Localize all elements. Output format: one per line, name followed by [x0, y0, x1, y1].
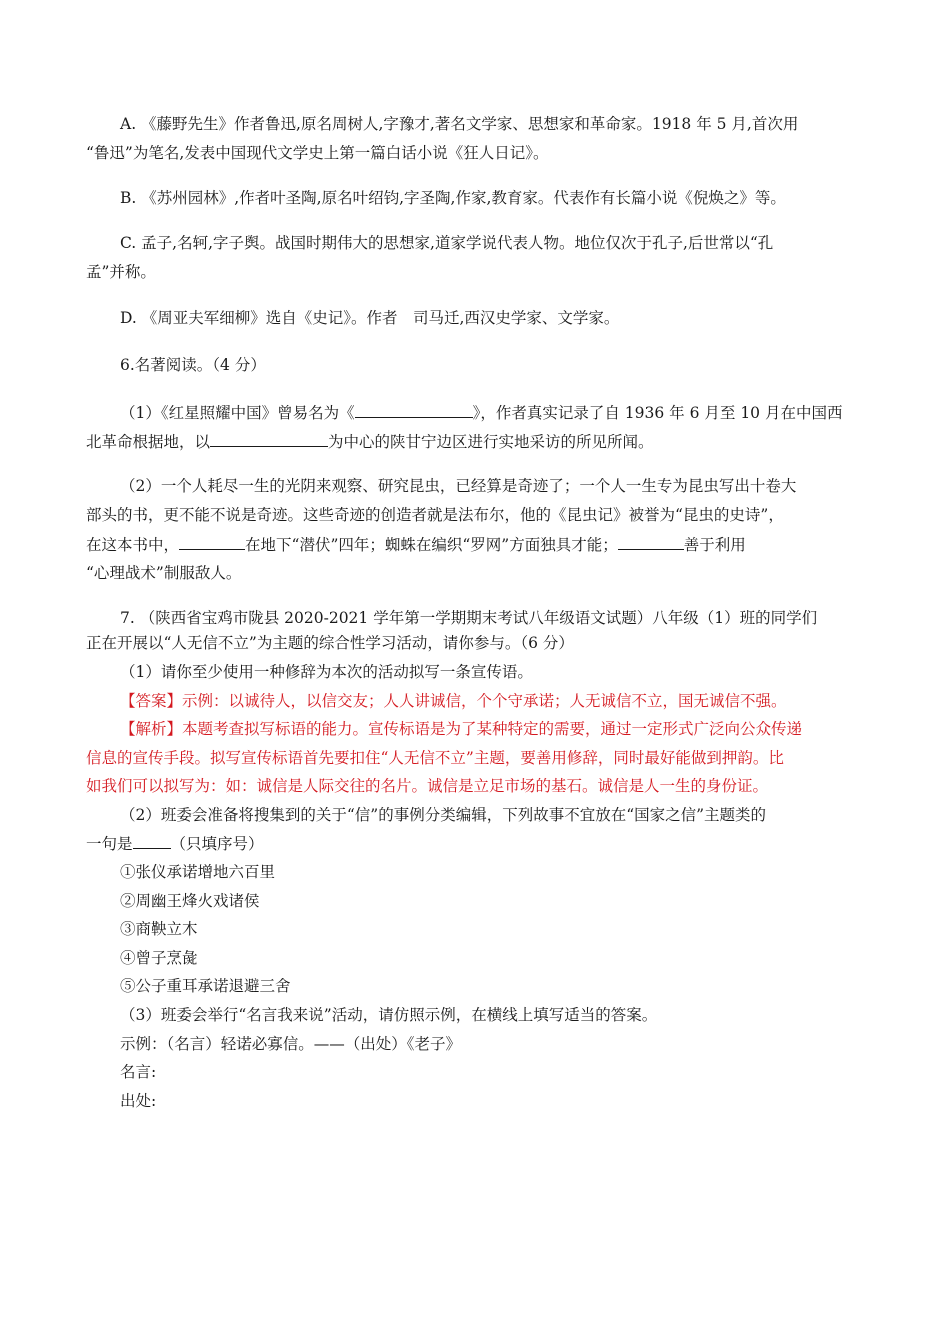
- q6-p2-line3: [86, 533, 746, 556]
- q7-sub2-line1: （2）班委会准备将搜集到的关于“信”的事例分类编辑，下列故事不宜放在“国家之信”主题类的: [120, 806, 767, 824]
- q7-blank-answer[interactable]: [133, 832, 171, 849]
- list-item: ②周幽王烽火戏诸侯: [120, 892, 260, 910]
- q7-analysis-line2: 信息的宣传手段。拟写宣传标语首先要扣住“人无信不立”主题，要善用修辞，同时最好能做到押韵。比: [86, 749, 784, 767]
- q6-p2-text-b: 在地下“潜伏”四年；蜘蛛在编织“罗网”方面独具才能；: [245, 536, 618, 554]
- list-item: ①张仪承诺增地六百里: [120, 863, 276, 881]
- option-b-line1: B. 《苏州园林》,作者叶圣陶,原名叶绍钧,字圣陶,作家,教育家。代表作有长篇小说《倪焕之》等。: [120, 189, 786, 207]
- q6-p2-line2: 部头的书，更不能不说是奇迹。这些奇迹的创造者就是法布尔，他的《昆虫记》被誉为“昆虫的史诗”，: [86, 506, 784, 524]
- q6-blank-insect2[interactable]: [618, 533, 684, 550]
- list-item: ④曾子烹彘: [120, 949, 198, 967]
- q6-p1-text-b: 》，作者真实记录了自 1936 年 6 月至 10 月在中国西: [472, 404, 843, 422]
- q6-p2-line1: （2）一个人耗尽一生的光阴来观察、研究昆虫，已经算是奇迹了；一个人一生专为昆虫写出十卷大: [120, 477, 797, 495]
- q6-blank-center[interactable]: [210, 430, 328, 447]
- q7-sub2-text-a: 一句是: [86, 835, 133, 853]
- option-a-line2: “鲁迅”为笔名,发表中国现代文学史上第一篇白话小说《狂人日记》。: [86, 144, 549, 162]
- q6-blank-insect1[interactable]: [179, 533, 245, 550]
- q7-intro-line1: 7. （陕西省宝鸡市陇县 2020-2021 学年第一学期期末考试八年级语文试题）八年级（1）班的同学们: [120, 609, 818, 627]
- q7-sub1: （1）请你至少使用一种修辞为本次的活动拟写一条宣传语。: [120, 663, 533, 681]
- q6-p1-line1: [120, 401, 842, 424]
- q6-p1-text-d: 为中心的陕甘宁边区进行实地采访的所见所闻。: [328, 433, 654, 451]
- q7-analysis-line1: 【解析】本题考查拟写标语的能力。宣传标语是为了某种特定的需要，通过一定形式广泛向公众传递: [120, 720, 803, 738]
- q7-sub2-text-b: （只填序号）: [170, 835, 264, 853]
- list-item: ⑤公子重耳承诺退避三舍: [120, 977, 291, 995]
- q6-p2-text-a: 在这本书中，: [86, 536, 180, 554]
- q7-sub2-line2: [86, 832, 264, 855]
- list-item: ③商鞅立木: [120, 920, 198, 938]
- q7-example: 示例：（名言）轻诺必寡信。——（出处）《老子》: [120, 1035, 462, 1053]
- q6-p1-line2: [86, 430, 654, 453]
- q6-p2-line4: “心理战术”制服敌人。: [86, 564, 242, 582]
- q7-answer: 【答案】示例：以诚待人，以信交友；人人讲诚信，个个守承诺；人无诚信不立，国无诚信不强。: [120, 692, 787, 710]
- q7-source-label: 出处:: [120, 1092, 157, 1110]
- q6-p1-text-a: （1）《红星照耀中国》曾易名为《: [120, 404, 355, 422]
- q6-p1-text-c: 北革命根据地，以: [86, 433, 211, 451]
- q7-sub3: （3）班委会举行“名言我来说”活动，请仿照示例，在横线上填写适当的答案。: [120, 1006, 658, 1024]
- option-d-line1: D. 《周亚夫军细柳》选自《史记》。作者 司马迁,西汉史学家、文学家。: [120, 309, 620, 327]
- option-a-line1: A. 《藤野先生》作者鲁迅,原名周树人,字豫才,著名文学家、思想家和革命家。1918 年 5 月,首次用: [120, 115, 799, 133]
- q7-analysis-line3: 如我们可以拟写为：如：诚信是人际交往的名片。诚信是立足市场的基石。诚信是人一生的身份证。: [86, 777, 769, 795]
- q7-quote-label: 名言:: [120, 1063, 157, 1081]
- q7-intro-line2: 正在开展以“人无信不立”为主题的综合性学习活动，请你参与。（6 分）: [86, 634, 574, 652]
- q6-title: 6.名著阅读。（4 分）: [120, 356, 266, 374]
- q6-blank-former-title[interactable]: [355, 401, 473, 418]
- q6-p2-text-c: 善于利用: [683, 536, 746, 554]
- option-c-line2: 孟”并称。: [86, 263, 156, 281]
- option-c-line1: C. 孟子,名轲,字子舆。战国时期伟大的思想家,道家学说代表人物。地位仅次于孔子,后世常以“孔: [120, 234, 774, 252]
